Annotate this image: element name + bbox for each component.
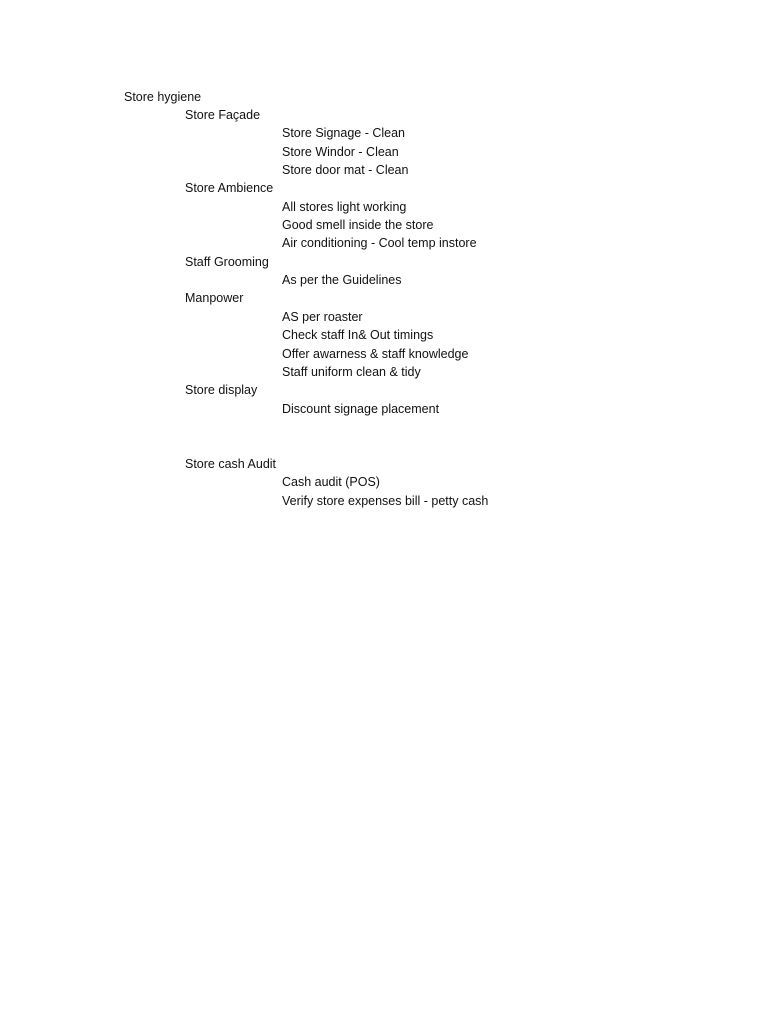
checklist-item: Offer awarness & staff knowledge <box>282 347 469 361</box>
checklist-item: Air conditioning - Cool temp instore <box>282 236 477 250</box>
section-heading-store-cash-audit: Store cash Audit <box>185 457 277 471</box>
section-heading-store-facade: Store Façade <box>185 108 261 122</box>
section-heading-store-ambience: Store Ambience <box>185 181 274 195</box>
checklist-item: Discount signage placement <box>282 402 440 416</box>
checklist-item: Store Signage - Clean <box>282 126 405 140</box>
checklist-item: As per the Guidelines <box>282 273 402 287</box>
checklist-item: Staff uniform clean & tidy <box>282 365 421 379</box>
checklist-item: All stores light working <box>282 200 407 214</box>
checklist-item: Store door mat - Clean <box>282 163 409 177</box>
checklist-item: Verify store expenses bill - petty cash <box>282 494 489 508</box>
checklist-item: Cash audit (POS) <box>282 475 380 489</box>
checklist-item: AS per roaster <box>282 310 363 324</box>
section-heading-manpower: Manpower <box>185 291 244 305</box>
checklist-item: Store Windor - Clean <box>282 145 399 159</box>
section-heading-staff-grooming: Staff Grooming <box>185 255 269 269</box>
section-heading-store-display: Store display <box>185 383 258 397</box>
checklist-item: Check staff In& Out timings <box>282 328 434 342</box>
checklist-item: Good smell inside the store <box>282 218 434 232</box>
document-title: Store hygiene <box>124 90 202 104</box>
